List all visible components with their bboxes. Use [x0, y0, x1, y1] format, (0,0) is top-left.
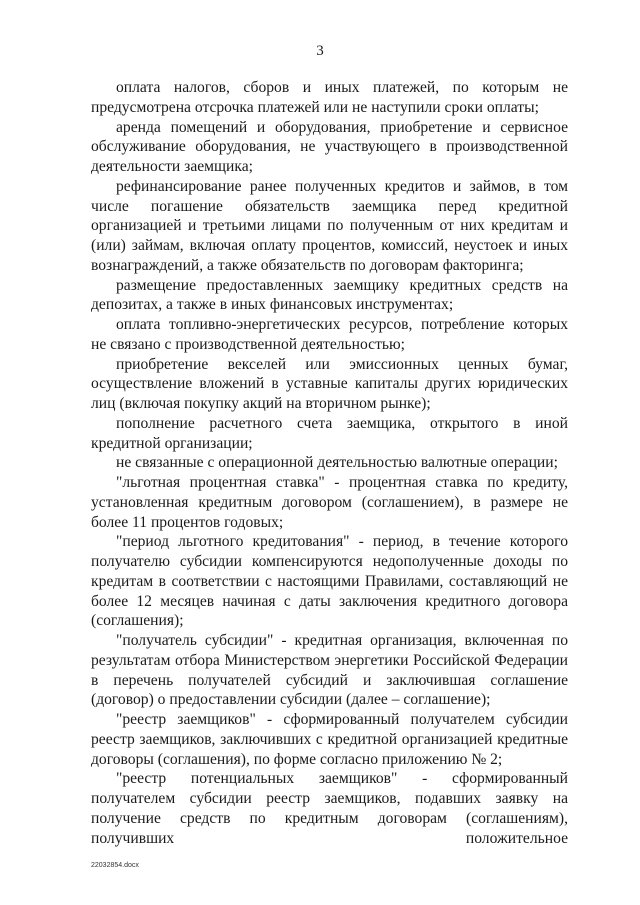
document-body — [91, 78, 568, 848]
paragraph-potential-borrower-register: "реестр потенциальных заемщиков" - сформированный получателем субсидии реестр заемщиков, подавших заявку на получение средств по кредитным договорам (соглашениям), получивших положительное — [91, 770, 568, 847]
paragraph-account-replenishment: пополнение расчетного счета заемщика, открытого в иной кредитной организации; — [91, 414, 568, 452]
footer-document-code: 22032854.docx — [91, 862, 139, 869]
paragraph-taxes: оплата налогов, сборов и иных платежей, по которым не предусмотрена отсрочка платежей или не наступили сроки оплаты; — [91, 79, 568, 116]
paragraph-subsidy-recipient: "получатель субсидии" - кредитная организация, включенная по результатам отбора Министерством энергетики Российской Федерации в перечень получателей субсидий и заключившая соглашение (договор) о предоставлении субсидии (далее – соглашение); — [91, 632, 568, 709]
paragraph-equipment-rent: аренда помещений и оборудования, приобретение и сервисное обслуживание оборудования, не участвующего в производственной деятельности заемщика; — [91, 118, 568, 175]
paragraph-fuel-energy: оплата топливно-энергетических ресурсов, потребление которых не связано с производственной деятельностью; — [91, 316, 568, 353]
paragraph-preferential-rate: "льготная процентная ставка" - процентная ставка по кредиту, установленная кредитным договором (соглашением), в размере не более 11 процентов годовых; — [91, 474, 568, 531]
paragraph-deposits: размещение предоставленных заемщику кредитных средств на депозитах, а также в иных финансовых инструментах; — [91, 276, 568, 314]
paragraph-borrower-register: "реестр заемщиков" - сформированный получателем субсидии реестр заемщиков, заключивших с кредитной организацией кредитные договоры (соглашения), по форме согласно приложению № 2; — [91, 711, 568, 768]
paragraph-refinancing: рефинансирование ранее полученных кредитов и займов, в том числе погашение обязательств заемщика перед кредитной организацией и третьими лицами по полученным от них кредитам и (или) займам, включая оплату процентов, комиссий, неустоек и иных вознаграждений, а также обязательств по договорам факторинга; — [91, 177, 568, 274]
paragraph-securities: приобретение векселей или эмиссионных ценных бумаг, осуществление вложений в уставные капиталы других юридических лиц (включая покупку акций на вторичном рынке); — [91, 355, 568, 412]
paragraph-currency-operations: не связанные с операционной деятельностью валютные операции; — [116, 454, 558, 472]
page-number: 3 — [316, 43, 324, 59]
paragraph-preferential-period: "период льготного кредитования" - период, в течение которого получателю субсидии компенсируются недополученные доходы по кредитам в соответствии с настоящими Правилами, составляющий не более 12 месяцев начиная с даты заключения кредитного договора (соглашения); — [91, 533, 568, 630]
